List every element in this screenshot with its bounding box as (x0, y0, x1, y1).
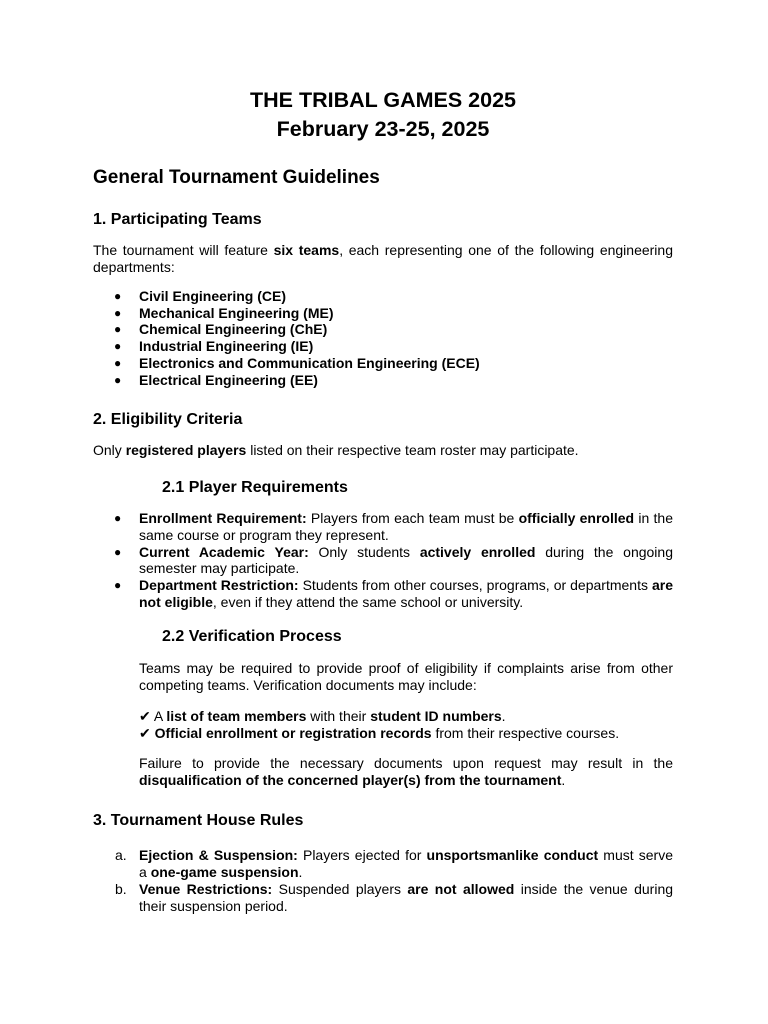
requirement-bold: officially enrolled (518, 510, 635, 527)
department-list (93, 288, 673, 388)
verification-checklist (139, 708, 673, 742)
subsection-2-1-heading: 2.1 Player Requirements (162, 479, 348, 497)
list-item (93, 577, 673, 610)
title-line-2: February 23-25, 2025 (276, 117, 490, 141)
department-name: Industrial Engineering (IE) (139, 338, 314, 355)
rule-label: Venue Restrictions: (139, 881, 273, 898)
checkmark-icon: ✔ (139, 708, 151, 725)
title-line-1: THE TRIBAL GAMES 2025 (249, 88, 517, 112)
department-name: Chemical Engineering (ChE) (139, 321, 328, 338)
intro-bold: six teams (273, 242, 340, 258)
list-item (93, 372, 673, 389)
document-title (93, 86, 673, 144)
intro-bold: registered players (125, 442, 247, 459)
section-2-intro (93, 442, 673, 459)
intro-text: The tournament will feature (93, 242, 274, 258)
requirement-label: Enrollment Requirement: (139, 510, 307, 527)
list-item (93, 847, 673, 881)
failure-text: Failure to provide the necessary documents upon request may result in the (139, 755, 673, 772)
list-item (93, 305, 673, 322)
rule-label: Ejection & Suspension: (139, 847, 298, 864)
subsection-2-2-heading: 2.2 Verification Process (162, 628, 342, 646)
intro-text: Only (93, 442, 126, 459)
list-item (93, 881, 673, 915)
requirement-text: in the same course or program they represent. (139, 510, 673, 543)
list-item (93, 355, 673, 372)
requirement-bold: actively enrolled (419, 543, 536, 560)
failure-bold: disqualification of the concerned player(s) from the tournament (139, 772, 562, 789)
check-text: with their (306, 708, 371, 725)
rule-bold: unsportsmanlike conduct (426, 847, 599, 864)
department-name: Electrical Engineering (EE) (139, 371, 318, 388)
rule-bold: one-game suspension (150, 864, 299, 881)
requirement-text: Players from each team must be (306, 510, 519, 527)
department-name: Civil Engineering (CE) (139, 288, 287, 304)
failure-text: . (561, 772, 566, 789)
requirement-text: Students from other courses, programs, or departments (298, 577, 652, 594)
department-name: Electronics and Communication Engineering (ECE) (139, 354, 480, 371)
rule-text: inside the venue during their suspension period. (139, 881, 674, 915)
section-1-heading: 1. Participating Teams (93, 211, 262, 228)
list-item (93, 321, 673, 338)
list-marker: b. (115, 881, 127, 898)
verification-intro: Teams may be required to provide proof of eligibility if complaints arise from other competing teams. Verification documents may include: (139, 660, 673, 694)
list-item (93, 288, 673, 305)
requirement-text: during the ongoing semester may participate. (139, 543, 673, 577)
guidelines-heading: General Tournament Guidelines (93, 167, 380, 188)
document-page (93, 86, 673, 915)
rule-text: must serve a (139, 847, 673, 881)
requirement-text: Only students (308, 543, 420, 560)
failure-notice (139, 755, 673, 789)
check-bold: student ID numbers (370, 708, 502, 725)
intro-text: , each representing one of the following engineering departments: (93, 242, 673, 275)
list-marker: a. (115, 847, 127, 864)
check-bold: list of team members (166, 708, 307, 725)
list-item (93, 544, 673, 577)
check-text: . (501, 708, 506, 725)
requirement-label: Department Restriction: (139, 577, 299, 594)
requirement-label: Current Academic Year: (139, 543, 309, 560)
requirement-bold: are not eligible (139, 577, 674, 610)
section-3-heading: 3. Tournament House Rules (93, 812, 304, 830)
check-text: A (150, 708, 167, 725)
check-text: from their respective courses. (431, 725, 620, 742)
section-2-heading: 2. Eligibility Criteria (93, 411, 243, 429)
rule-text: Players ejected for (297, 847, 427, 864)
list-item (93, 338, 673, 355)
rule-bold: are not allowed (407, 881, 515, 898)
check-item (139, 725, 673, 742)
checkmark-icon: ✔ (139, 725, 151, 742)
rule-text: . (298, 864, 303, 881)
rule-text: Suspended players (272, 881, 408, 898)
check-bold: Official enrollment or registration records (150, 725, 432, 742)
check-item (139, 708, 673, 725)
player-requirements-list (93, 510, 673, 610)
section-1-intro (93, 242, 673, 276)
intro-text: listed on their respective team roster may participate. (246, 442, 579, 459)
list-item (93, 510, 673, 543)
house-rules-list (93, 847, 673, 915)
department-name: Mechanical Engineering (ME) (139, 304, 334, 321)
requirement-text: , even if they attend the same school or university. (212, 593, 524, 610)
